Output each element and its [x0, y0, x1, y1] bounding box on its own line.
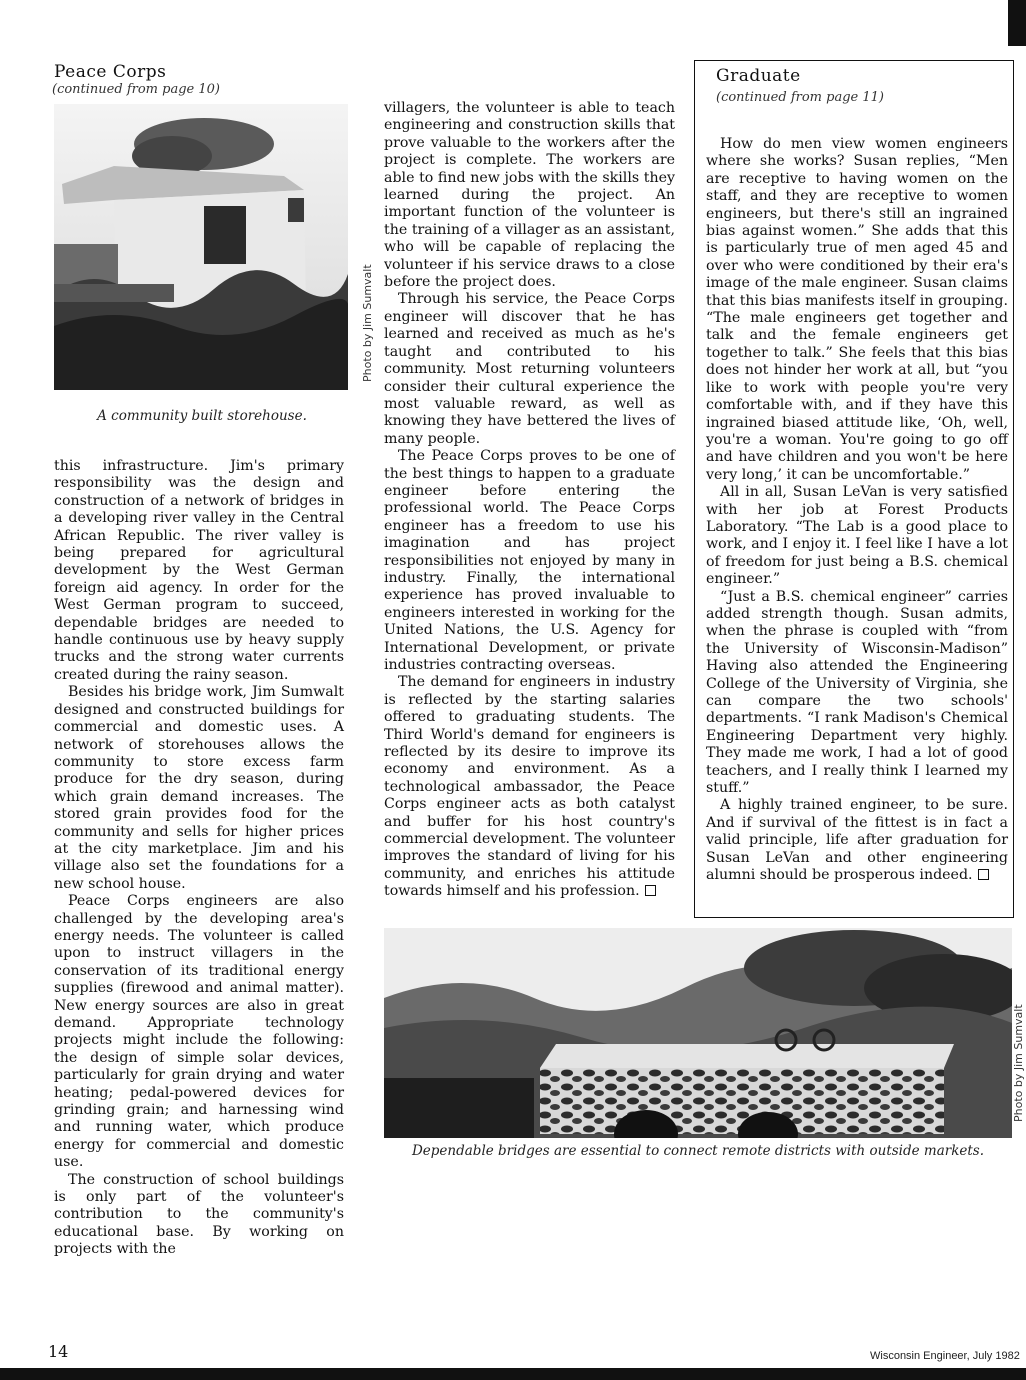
left-paragraph: Peace Corps engineers are also challenged by the developing area's energy needs. The volunteer is called upon to instruct villagers in the conservation of its traditional energy supplies (firewood and animal matter). New energy sources are also in great demand. Appropriate technology projects might include the following: the design of simple solar devices, particularly for grain drying and water heating; pedal-powered devices for grinding grain; and harnessing wind and running water, which produce energy for commercial and domestic use. [54, 893, 344, 1171]
page-number: 14 [48, 1342, 69, 1361]
middle-paragraph: villagers, the volunteer is able to teach engineering and construction skills that prove valuable to the workers after the project is complete. The workers are able to find new jobs with the skills they learned during the project. An important function of the volunteer is the training of a villager as an assistant, who will be capable of replacing the volunteer if his service draws to a close before the project does. [384, 100, 675, 291]
right-paragraph: A highly trained engineer, to be sure. And if survival of the fittest is in fact a valid principle, life after graduation for Susan LeVan and other engineering alumni should be prosperous indeed. [706, 797, 1008, 884]
left-paragraph: this infrastructure. Jim's primary responsibility was the design and construction of a network of bridges in a developing river valley in the Central African Republic. The river valley is being prepared for agricultural development by the West German foreign aid agency. In order for the West German program to succeed, dependable bridges are needed to handle continuous use by heavy supply trucks and the strong water currents created during the rainy season. [54, 458, 344, 683]
right-paragraph: “Just a B.S. chemical engineer” carries added strength though. Susan admits, when the phrase is coupled with “from the University of Wisconsin-Madison” Having also attended the Engineering College of the University of Virginia, she can compare the two schools' departments. “I rank Madison's Chemical Engineering Department very highly. They made me work, I had a lot of good teachers, and I really think I learned my stuff.” [706, 588, 1008, 797]
right-paragraph: How do men view women engineers where she works? Susan replies, “Men are receptive to having women on the staff, and they are receptive to women engineers, but there's still an ingrained bias against women.” She adds that this is particularly true of men aged 45 and over who were conditioned by their era's image of the male engineer. Susan claims that this bias manifests itself in grouping. “The male engineers get together and talk and the female engineers get together to talk.” She feels that this bias does not hinder her work at all, but “you like to work with people you're very comfortable with, and if they have this ingrained biased attitude like, ‘Oh, well, you're a woman. You're going to go off and have children and you won't be here very long,’ it can be uncomfortable.” [706, 136, 1008, 483]
left-column-text [54, 458, 344, 1259]
left-paragraph: The construction of school buildings is only part of the volunteer's contribution to the community's educational base. By working on projects with the [54, 1171, 344, 1258]
end-of-article-mark [645, 885, 656, 896]
peace-corps-heading: Peace Corps [54, 62, 167, 82]
end-of-article-mark [978, 869, 989, 880]
publication-footer: Wisconsin Engineer, July 1982 [870, 1350, 1020, 1362]
middle-paragraph: The Peace Corps proves to be one of the best things to happen to a graduate engineer before entering the professional world. The Peace Corps engineer has a freedom to use his imagination and has project responsibilities not enjoyed by many in industry. Finally, the international experience has proved invaluable to engineers interested in working for the United Nations, the U.S. Agency for International Development, or private industries contracting overseas. [384, 448, 675, 673]
bridge-photo-caption: Dependable bridges are essential to connect remote districts with outside markets. [411, 1143, 985, 1159]
graduate-continued-note: (continued from page 11) [716, 90, 884, 105]
right-paragraph: All in all, Susan LeVan is very satisfied with her job at Forest Products Laboratory. “The Lab is a good place to work, and I enjoy it. I feel like I have a lot of freedom for just being a B.S. chemical engineer.” [706, 484, 1008, 588]
bridge-photo [384, 928, 1012, 1138]
bridge-photo-credit: Photo by Jim Sumvalt [1012, 1004, 1025, 1122]
left-paragraph: Besides his bridge work, Jim Sumwalt designed and constructed buildings for commercial and domestic uses. A network of storehouses allows the community to store excess farm produce for the dry season, during which grain demand increases. The stored grain provides food for the community and sells for higher prices at the city marketplace. Jim and his village also set the foundations for a new school house. [54, 684, 344, 892]
middle-paragraph: Through his service, the Peace Corps engineer will discover that he has learned and received as much as he's taught and contributed to his community. Most returning volunteers consider their cultural experience the most valuable reward, as well as knowing they have bettered the lives of many people. [384, 291, 675, 447]
middle-paragraph: The demand for engineers in industry is reflected by the starting salaries offered to graduating students. The Third World's demand for engineers is reflected by its desire to improve its economy and environment. As a technological ambassador, the Peace Corps engineer acts as both catalyst and buffer for his host country's commercial development. The volunteer improves the standard of living for his community, and enriches his attitude towards himself and his profession. [384, 674, 675, 900]
peace-corps-continued-note: (continued from page 10) [52, 82, 220, 97]
graduate-heading: Graduate [716, 66, 801, 86]
right-column-text [706, 136, 1008, 884]
page-edge-black-bar [1008, 0, 1026, 46]
storehouse-photo-caption: A community built storehouse. [97, 408, 307, 424]
storehouse-photo-credit: Photo by Jim Sumvalt [361, 264, 374, 382]
middle-column-text [384, 100, 675, 901]
storehouse-photo [54, 104, 348, 390]
page-bottom-black-bar [0, 1368, 1026, 1380]
